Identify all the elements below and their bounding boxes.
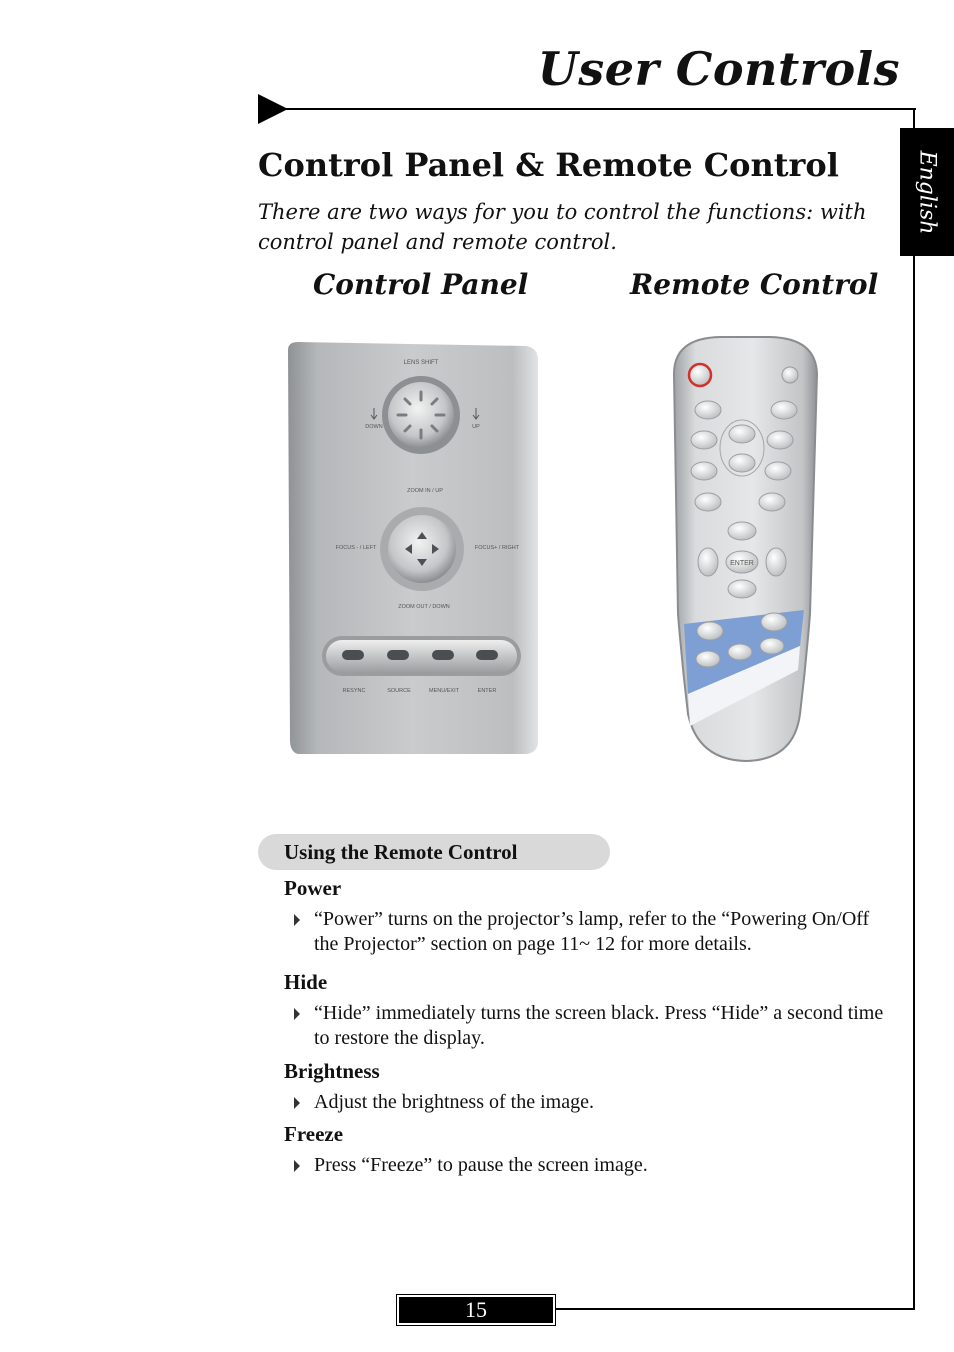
remote-hide-button[interactable] (782, 367, 798, 383)
intro-text: There are two ways for you to control the functions: with control panel and remote control. (258, 200, 867, 254)
enter-button[interactable] (476, 650, 498, 660)
page-number: 15 (396, 1294, 556, 1326)
bullet (284, 1001, 894, 1051)
nav-pad[interactable] (388, 515, 456, 583)
remote-button-left-7[interactable] (696, 651, 720, 667)
item-freeze (284, 1122, 894, 1178)
remote-button-right-4[interactable] (759, 493, 785, 511)
label-focus-right: FOCUS+ / RIGHT (474, 545, 520, 551)
remote-button-left-2[interactable] (691, 431, 717, 449)
item-title: Freeze (284, 1122, 344, 1146)
page-frame-right (913, 108, 915, 1310)
title-rule (282, 108, 916, 110)
source-button[interactable] (387, 650, 409, 660)
bullet-arrow-icon (294, 1008, 300, 1020)
remote-button-right-2[interactable] (767, 431, 793, 449)
label-lens-shift: LENS SHIFT (403, 360, 439, 366)
using-remote-heading-label: Using the Remote Control (284, 839, 518, 864)
remote-nav-left-button[interactable] (698, 548, 718, 576)
remote-nav-down-button[interactable] (728, 580, 756, 598)
item-title: Brightness (284, 1059, 380, 1083)
label-menu-exit: MENU/EXIT (429, 688, 459, 694)
remote-freeze-button[interactable] (771, 401, 797, 419)
label-source: SOURCE (387, 688, 411, 694)
label-up: UP (472, 424, 480, 430)
remote-button-right-7[interactable] (760, 638, 784, 654)
item-title: Power (284, 876, 342, 900)
bullet (284, 907, 894, 957)
remote-button-left-6[interactable] (697, 622, 723, 640)
remote-nav-right-button[interactable] (766, 548, 786, 576)
language-tab (900, 128, 954, 256)
remote-keystone-up-button[interactable] (729, 425, 755, 443)
control-panel-photo (286, 340, 540, 756)
remote-button-left-4[interactable] (695, 493, 721, 511)
item-hide (284, 970, 894, 1051)
item-brightness (284, 1059, 894, 1115)
menu-exit-button[interactable] (432, 650, 454, 660)
bullet (284, 1090, 894, 1115)
remote-button-left-3[interactable] (691, 462, 717, 480)
item-text: Press “Freeze” to pause the screen image. (314, 1154, 648, 1176)
item-text: “Power” turns on the projector’s lamp, refer to the “Powering On/Off the Projector” section on page 11~ 12 for more details. (314, 908, 870, 955)
using-remote-heading (258, 834, 610, 870)
remote-control-photo (660, 334, 830, 766)
resync-button[interactable] (342, 650, 364, 660)
remote-keystone-down-button[interactable] (729, 454, 755, 472)
page-frame-bottom (556, 1308, 915, 1310)
item-text: Adjust the brightness of the image. (314, 1091, 594, 1113)
remote-nav-up-button[interactable] (728, 522, 756, 540)
remote-brightness-button[interactable] (695, 401, 721, 419)
remote-power-button[interactable] (689, 364, 711, 386)
item-text: “Hide” immediately turns the screen black. Press “Hide” a second time to restore the display. (314, 1002, 884, 1049)
item-power (284, 876, 894, 957)
bullet-arrow-icon (294, 914, 300, 926)
label-resync: RESYNC (342, 688, 366, 694)
remote-enter-label: ENTER (730, 560, 754, 567)
control-panel-heading: Control Panel (313, 268, 529, 301)
label-zoom-in-up: ZOOM IN / UP (407, 488, 443, 494)
label-focus-left: FOCUS - / LEFT (335, 545, 377, 551)
page-title: User Controls (537, 42, 900, 96)
language-tab-label: English (914, 150, 940, 234)
remote-button-right-6[interactable] (761, 613, 787, 631)
section-heading: Control Panel & Remote Control (258, 146, 839, 184)
remote-control-heading: Remote Control (630, 268, 879, 301)
label-zoom-out-down: ZOOM OUT / DOWN (398, 604, 450, 610)
remote-button-mid-7[interactable] (728, 644, 752, 660)
item-title: Hide (284, 970, 328, 994)
bullet-arrow-icon (294, 1160, 300, 1172)
bullet (284, 1153, 894, 1178)
bullet-arrow-icon (294, 1097, 300, 1109)
remote-button-right-3[interactable] (765, 462, 791, 480)
label-down: DOWN (365, 424, 383, 430)
label-enter: ENTER (477, 688, 497, 694)
